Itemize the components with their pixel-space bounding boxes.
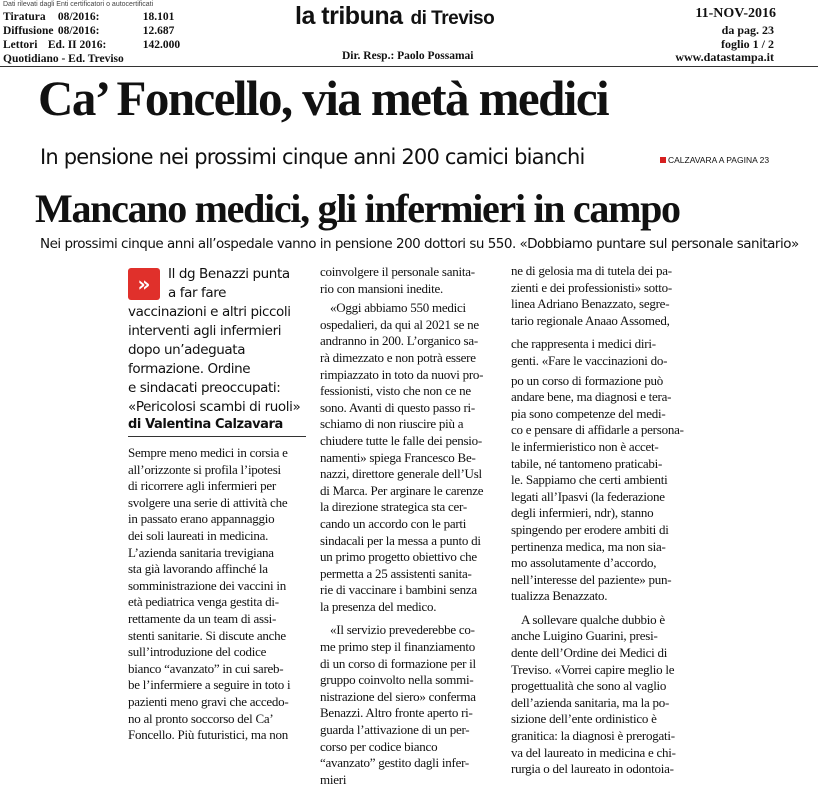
text-line: in passato erano appannaggio xyxy=(128,511,275,527)
byline-divider xyxy=(128,436,306,437)
page-reference: CALZAVARA A PAGINA 23 xyxy=(668,155,770,165)
text-line: dei soli laureati in medicina. xyxy=(128,527,269,543)
red-square-icon xyxy=(660,157,666,163)
meta-row: Lettori Ed. II 2016: 142.000 xyxy=(3,39,181,51)
column-2: coinvolgere il personale sanita- rio con mansioni inedite. «Oggi abbiamo 550 medici ospedalieri, da qui al 2021 se ne andranno in 200. L’organico sa- rà dimezzato e non potrà essere rimpiazzato in toto da nuovi pro- fessionisti, visto che non ce ne sono. Avanti di questo passo ri- schiamo di non riuscire più a chiudere tutte le falle dei pensio- namenti» spiega Francesco Be- nazzi, direttore generale dell’Usl di Marca. Per arginare le carenze la direzione strategica sta cer- cando un accordo con le parti sindacali per la messa a punto di un primo progetto obiettivo che permetta a 25 assistenti sanita- rie di vaccinare i bambini senza la presenza del medico. «Il servizio prevederebbe co- me primo step il finanziamento di un corso di formazione per il gruppo coinvolto nella sommi- nistrazione del siero» conferma Benazzi. Altro fronte aperto ri- guarda l’attivazione di un per- corso per codice bianco “avanzato” gestito dagli infer- mieri xyxy=(320,264,484,787)
text-line: sull’introduzione del codice xyxy=(128,644,267,660)
column-1 xyxy=(128,445,312,743)
text-line: svolgere una serie di attività che xyxy=(128,494,288,510)
text-line: somministrazione dei vaccini in xyxy=(128,577,286,593)
certified-note: Dati rilevati dagli Enti certificatori o autocertificati xyxy=(3,1,154,8)
from-page: da pag. 23 xyxy=(721,23,774,37)
text-line: sta già lavorando affinché la xyxy=(128,561,268,577)
director-line: Dir. Resp.: Paolo Possamai xyxy=(342,50,474,62)
text-line: Foncello. Più futuristici, ma non xyxy=(128,727,289,743)
text-line: all’orizzonte si profila l’ipotesi xyxy=(128,461,281,477)
text-line: be l’infermiere a seguire in toto i xyxy=(128,677,291,693)
meta-row: Tiratura 08/2016: 18.101 xyxy=(3,11,175,23)
column-3: ne di gelosia ma di tutela dei pa- zienti e dei professionisti» sotto- linea Adriano Benazzato, segre- tario regionale Anaao Assomed, che rappresenta i medici diri- genti. «Fare le vaccinazioni do- po un corso di formazione può andare bene, ma diagnosi e tera- pia sono competenze del medi- co e pensare di affidarle a persona- le infermieristico non è accet- tabile, né tantomeno praticabi- le. Sappiamo che certi ambienti legati all’Ipasvi (la federazione degli infermieri, ndr), stanno spingendo per erodere ambiti di pertinenza medica, ma non sia- mo assolutamente d’accordo, nell’interesse del paziente» pun- tualizza Benazzato. A sollevare qualche dubbio è anche Luigino Guarini, presi- dente dell’Ordine dei Medici di Treviso. «Vorrei capire meglio le progettualità che sono al vaglio dell’azienda sanitaria, ma la po- sizione dell’ente ordinistico è granitica: la diagnosi è prerogati- va del laureato in medicina e chi- rurgia o del laureato in odontoia- xyxy=(511,263,684,777)
text-line: età pediatrica venga gestita di- xyxy=(128,594,279,610)
second-headline: Mancano medici, gli infermieri in campo xyxy=(35,186,680,231)
edition-label: Quotidiano - Ed. Treviso xyxy=(3,53,124,65)
text-line: rettamente da un team di assi- xyxy=(128,610,277,626)
text-line: pazienti meno gravi che accedo- xyxy=(128,693,289,709)
article-summary: Il dg Benazzi punta a far fare vaccinazioni e altri piccoli interventi agli infermieri dopo un’adeguata formazione. Ordine e sindacati preoccupati: «Pericolosi scambi di ruoli» xyxy=(128,266,301,415)
text-line: L’azienda sanitaria trevigiana xyxy=(128,544,274,560)
sheet-number: foglio 1 / 2 xyxy=(721,37,774,51)
website-link[interactable]: www.datastampa.it xyxy=(675,50,774,64)
main-headline: Ca’ Foncello, via metà medici xyxy=(38,70,609,126)
newspaper-logo: la tribuna di Treviso xyxy=(295,2,495,30)
masthead-divider xyxy=(0,66,818,67)
issue-date: 11-NOV-2016 xyxy=(695,6,776,21)
chevron-icon: » xyxy=(128,268,160,300)
byline: di Valentina Calzavara xyxy=(128,417,283,432)
meta-row: Diffusione 08/2016: 12.687 xyxy=(3,25,175,37)
text-line: di ricorrere agli infermieri per xyxy=(128,478,276,494)
sub-headline: In pensione nei prossimi cinque anni 200 camici bianchi xyxy=(40,145,585,169)
text-line: Sempre meno medici in corsia e xyxy=(128,445,288,460)
text-line: no al pronto soccorso del Ca’ xyxy=(128,710,274,726)
text-line: bianco “avanzato” in cui sareb- xyxy=(128,660,284,676)
article-deck: Nei prossimi cinque anni all’ospedale vanno in pensione 200 dottori su 550. «Dobbiamo puntare sul personale sanitario» xyxy=(40,236,799,252)
text-line: stenti sanitarie. Si discute anche xyxy=(128,627,286,643)
